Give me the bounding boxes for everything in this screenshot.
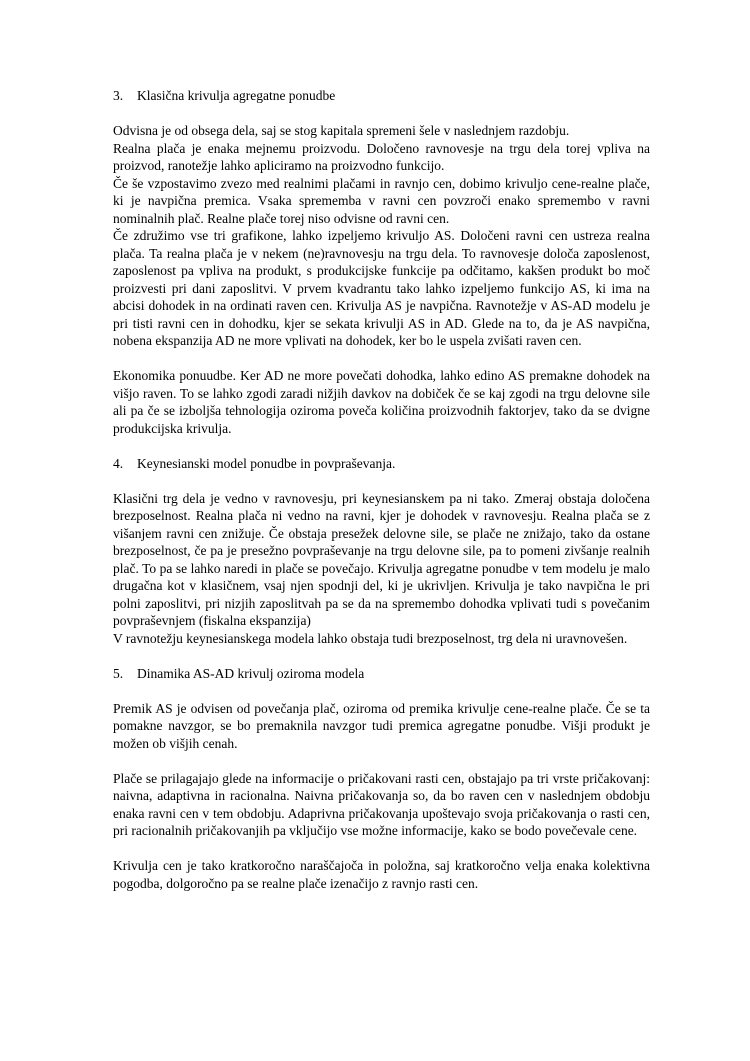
paragraph-group (113, 490, 650, 648)
heading-number: 5. (113, 665, 124, 681)
paragraph: Premik AS je odvisen od povečanja plač, oziroma od premika krivulje cene-realne plače. Če se ta pomakne navzgor, se bo premaknila navzgor tudi premica agregatne ponudbe. Višji produkt je možen ob višjih cenah. (113, 700, 650, 751)
section-heading-4 (113, 455, 650, 473)
heading-title: Dinamika AS-AD krivulj oziroma modela (137, 665, 365, 681)
paragraph: Krivulja cen je tako kratkoročno naraščajoča in položna, saj kratkoročno velja enaka kolektivna pogodba, dolgoročno pa se realne plače izenačijo z ravnjo rasti cen. (113, 858, 650, 891)
heading-number: 3. (113, 88, 124, 103)
paragraph-group (113, 700, 650, 753)
paragraph: Odvisna je od obsega dela, saj se stog kapitala spremeni šele v naslednjem razdobju. (113, 123, 570, 138)
paragraph: Če združimo vse tri grafikone, lahko izpeljemo krivuljo AS. Določeni ravni cen ustreza realna plača. Ta realna plača je v nekem (ne)ravnovesju na trgu dela. To ravnovesje določa zaposlenost, zaposlenost pa vpliva na produkt, s produkcijske funkcije pa odčitamo, kakšen produkt bo moč proizvesti pri dani zaposlitvi. V prvem kvadrantu tako lahko izpeljemo funkcijo AS, ki ima na abcisi dohodek in na ordinati raven cen. Krivulja AS je navpična. Ravnotežje v AS-AD modelu je pri tisti ravni cen in dohodku, kjer se sekata krivulji AS in AD. Glede na to, da je AS navpična, nobena ekspanzija AD ne more vplivati na dohodek, ker bo le uspela zvišati raven cen. (113, 228, 650, 348)
paragraph-group (113, 770, 650, 840)
section-heading-5 (113, 665, 650, 683)
paragraph-group (113, 367, 650, 437)
paragraph: Klasični trg dela je vedno v ravnovesju, pri keynesianskem pa ni tako. Zmeraj obstaja določena brezposelnost. Realna plača ni vedno na ravni, kjer je dohodek v ravnovesju. Realna plača se z višanjem ravni cen znižuje. Če obstaja presežek delovne sile, se plače ne znižajo, tako da ostane brezposelnost, če pa je presežno povpraševanje na trgu delovne sile, pa to pomeni zivšanje realnih plač. To pa se lahko naredi in plače se povečajo. Krivulja agregatne ponudbe v tem modelu je malo drugačna kot v klasičnem, vsaj njen spodnji del, ki je ukrivljen. Krivulja je tako navpična le pri polni zaposlitvi, pri nizjih zaposlitvah pa se da na spremembo dohodka vplivati tudi s povečanim povpraševnjem (fiskalna ekspanzija) (113, 490, 650, 628)
paragraph-group (113, 857, 650, 892)
paragraph: Realna plača je enaka mejnemu proizvodu. Določeno ravnovesje na trgu dela torej vpliva na proizvod, ranotežje lahko apliciramo na proizvodno funkcijo. (113, 140, 650, 173)
paragraph: Plače se prilagajajo glede na informacije o pričakovani rasti cen, obstajajo pa tri vrste pričakovanj: naivna, adaptivna in racionalna. Naivna pričakovanja so, da bo raven cen v naslednjem obdobju enaka ravni cen v tem obdobju. Adaprivna pričakovanja upoštevajo svoja pričakovanja o rasti cen, pri racionalnih pričakovanjih pa vključijo vse možne informacije, kako se bodo povečevale cene. (113, 770, 650, 838)
document-content (113, 87, 650, 910)
heading-number: 4. (113, 455, 124, 471)
section-heading-3 (113, 87, 650, 105)
heading-title: Klasična krivulja agregatne ponudbe (137, 88, 336, 103)
paragraph: V ravnotežju keynesianskega modela lahko obstaja tudi brezposelnost, trg dela ni uravnovešen. (113, 630, 628, 646)
paragraph-group (113, 122, 650, 350)
heading-title: Keynesianski model ponudbe in povpraševanja. (137, 455, 396, 471)
paragraph: Ekonomika ponuudbe. Ker AD ne more povečati dohodka, lahko edino AS premakne dohodek na višjo raven. To se lahko zgodi zaradi nižjih davkov na dobiček če se kaj zgodi na trgu delovne sile ali pa če se izboljša tehnologija oziroma poveča količina proizvodnih faktorjev, tako da se dvigne produkcijska krivulja. (113, 368, 650, 436)
paragraph: Če še vzpostavimo zvezo med realnimi plačami in ravnjo cen, dobimo krivuljo cene-realne plače, ki je navpična premica. Vsaka sprememba v ravni cen povzroči enako spremembo v ravni nominalnih plač. Realne plače torej niso odvisne od ravni cen. (113, 175, 650, 226)
